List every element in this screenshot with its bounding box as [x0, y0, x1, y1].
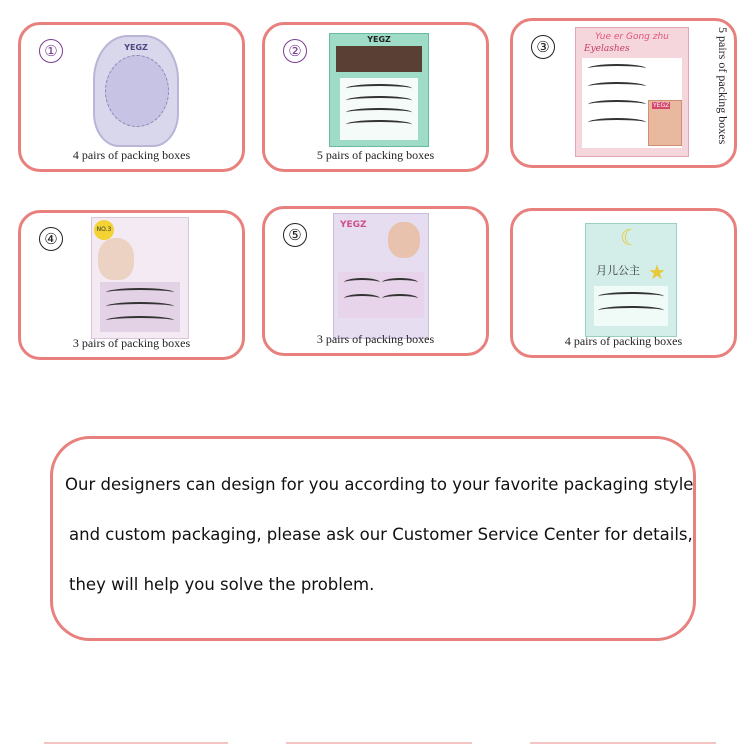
item-caption-4: 3 pairs of packing boxes — [72, 336, 191, 350]
item-caption-5: 3 pairs of packing boxes — [316, 332, 435, 346]
item-number-2: ② — [283, 39, 307, 63]
product-card-1[interactable] — [18, 22, 245, 172]
product-image-6 — [585, 223, 677, 337]
star-icon: ★ — [648, 260, 666, 284]
product-card-2[interactable] — [262, 22, 489, 172]
divider-left — [44, 742, 228, 744]
banner-line-2: and custom packaging, please ask our Customer Service Center for details, — [69, 525, 693, 544]
item-number-3: ③ — [531, 35, 555, 59]
product-brand-5: YEGZ — [340, 220, 367, 230]
product-image-3 — [575, 27, 689, 157]
product-card-5[interactable] — [262, 206, 489, 356]
custom-design-banner — [50, 436, 696, 641]
banner-line-3: they will help you solve the problem. — [69, 575, 375, 594]
product-image-4 — [91, 217, 189, 339]
moon-icon: ☾ — [620, 226, 640, 251]
product-image-5 — [333, 213, 429, 339]
product-brand-6: 月儿公主 — [596, 264, 640, 277]
item-number-4: ④ — [39, 227, 63, 251]
divider-middle — [286, 742, 472, 744]
product-card-4[interactable] — [18, 210, 245, 360]
product-badge-3: YEGZ — [653, 102, 670, 109]
item-caption-3: 5 pairs of packing boxes — [716, 27, 730, 145]
item-number-1: ① — [39, 39, 63, 63]
banner-line-1: Our designers can design for you according to your favorite packaging style — [65, 475, 694, 494]
product-brand-3: Yue er Gong zhu — [595, 32, 669, 42]
item-caption-1: 4 pairs of packing boxes — [72, 148, 191, 162]
divider-right — [530, 742, 716, 744]
product-brand-1: YEGZ — [124, 43, 148, 52]
item-number-5: ⑤ — [283, 223, 307, 247]
product-brand-2: YEGZ — [367, 35, 391, 44]
product-badge-4: NO.3 — [94, 220, 114, 240]
product-image-2 — [329, 33, 429, 147]
item-caption-6: 4 pairs of packing boxes — [564, 334, 683, 348]
item-caption-2: 5 pairs of packing boxes — [316, 148, 435, 162]
product-card-6[interactable] — [510, 208, 737, 358]
product-image-1 — [93, 35, 179, 147]
product-card-3[interactable] — [510, 18, 737, 168]
product-subtitle-3: Eyelashes — [584, 44, 630, 54]
